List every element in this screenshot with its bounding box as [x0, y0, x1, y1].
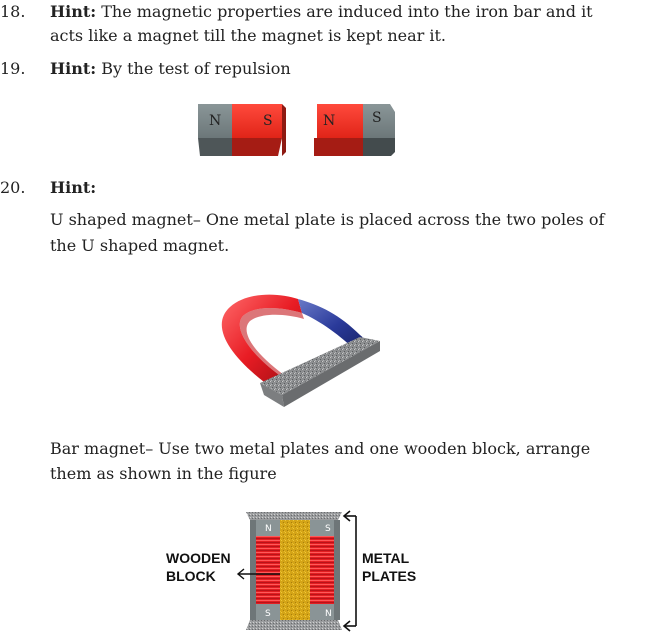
left-magnet-top-pole: N: [265, 524, 272, 534]
bar-magnet-2: [314, 104, 395, 156]
q19-hint-label: Hint:: [50, 59, 97, 78]
wooden-block: [280, 520, 310, 620]
bar-magnet-keeper-figure: [160, 508, 440, 636]
left-bar-magnet: [250, 520, 280, 620]
question-number-20: 20.: [0, 178, 26, 197]
left-magnet-bottom-pole: S: [265, 609, 271, 619]
wooden-block-label-line2: BLOCK: [166, 568, 216, 584]
bar-magnet-1: [198, 104, 286, 156]
q20-bar-magnet-line2: them as shown in the figure: [50, 464, 277, 483]
right-magnet-top-pole: S: [325, 524, 331, 534]
q19-text: By the test of repulsion: [96, 59, 291, 78]
q19-hint-line: [50, 59, 291, 79]
bar-magnets-repulsion-figure: [190, 98, 405, 162]
metal-plates-label-line1: METAL: [362, 550, 410, 566]
q20-bar-magnet-line1: Bar magnet– Use two metal plates and one wooden block, arrange: [50, 439, 591, 458]
magnet2-south-label: S: [372, 110, 382, 126]
question-number-18: 18.: [0, 2, 26, 21]
right-magnet-bottom-pole: N: [325, 609, 332, 619]
wooden-block-label-line1: WOODEN: [166, 550, 231, 566]
magnet2-north-label: N: [323, 113, 336, 129]
q20-u-magnet-line1: U shaped magnet– One metal plate is placed across the two poles of: [50, 210, 605, 229]
metal-plates-bracket-icon: [344, 511, 356, 631]
q18-hint-line1: [50, 2, 593, 22]
right-bar-magnet: [310, 520, 340, 620]
u-magnet-figure: [210, 285, 385, 410]
question-number-19: 19.: [0, 59, 26, 78]
q18-text-line1: The magnetic properties are induced into the iron bar and it: [96, 2, 593, 21]
bottom-metal-plate: [246, 620, 342, 630]
top-metal-plate: [246, 512, 342, 520]
magnet1-south-label: S: [263, 113, 273, 129]
magnet1-north-label: N: [209, 113, 222, 129]
q18-hint-label: Hint:: [50, 2, 97, 21]
q18-text-line2: acts like a magnet till the magnet is kept near it.: [50, 26, 446, 45]
q20-u-magnet-line2: the U shaped magnet.: [50, 236, 230, 255]
q20-hint-label: Hint:: [50, 178, 97, 197]
metal-plates-label-line2: PLATES: [362, 568, 417, 584]
